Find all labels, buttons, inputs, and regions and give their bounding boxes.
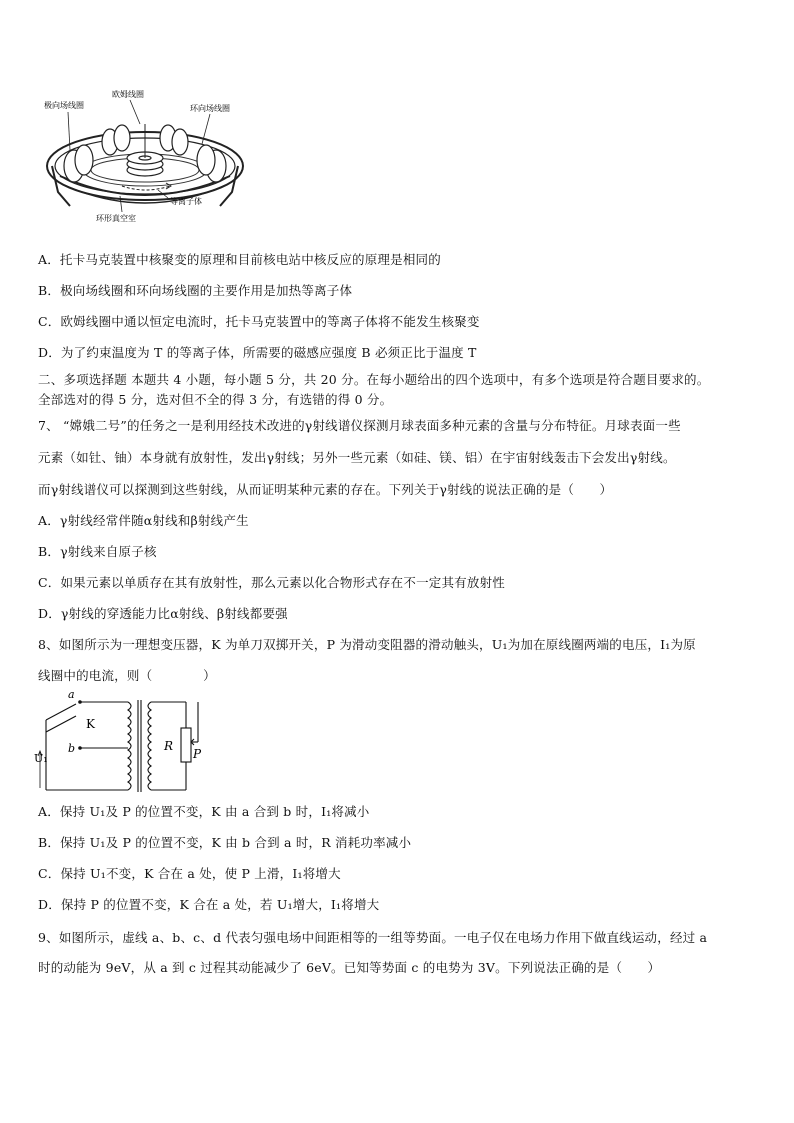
q7-option-c: C．如果元素以单质存在其有放射性，那么元素以化合物形式存在不一定其有放射性 [38,575,505,590]
section2-heading: 二、多项选择题 本题共 4 小题，每小题 5 分，共 20 分。在每小题给出的四个选项中，有多个选项是符合题目要求的。 [38,372,710,387]
terminal-a [78,700,82,704]
label-plasma: 等离子体 [170,197,202,206]
q8-option-c: C．保持 U₁不变，K 合在 a 处，使 P 上滑，I₁将增大 [38,866,341,881]
label-ohm-coil: 欧姆线圈 [112,90,144,99]
q6-option-a: A．托卡马克装置中核聚变的原理和目前核电站中核反应的原理是相同的 [38,252,441,267]
label-u1: U₁ [34,752,48,765]
q7-stem-line1: 7、 “嫦娥二号”的任务之一是利用经技术改进的γ射线谱仪探测月球表面多种元素的含量与分布特征。月球表面一些 [38,418,681,433]
q7-option-b: B．γ射线来自原子核 [38,544,157,559]
label-b: b [68,742,76,755]
q7-stem-line3: 而γ射线谱仪可以探测到这些射线，从而证明某种元素的存在。下列关于γ射线的说法正确的是（ ） [38,482,613,497]
terminal-b [78,746,82,750]
q6-option-b: B．极向场线圈和环向场线圈的主要作用是加热等离子体 [38,283,353,298]
transformer-circuit-figure [36,690,206,795]
q7-option-d: D．γ射线的穿透能力比α射线、β射线都要强 [38,606,288,621]
label-vacuum-chamber: 环形真空室 [96,214,136,223]
q8-option-a: A．保持 U₁及 P 的位置不变，K 由 a 合到 b 时，I₁将减小 [38,804,370,819]
q8-stem-line1: 8、如图所示为一理想变压器，K 为单刀双掷开关，P 为滑动变阻器的滑动触头，U₁为加在原线圈两端的电压，I₁为原 [38,637,696,652]
label-p: P [193,747,202,761]
section2-instructions: 全部选对的得 5 分，选对但不全的得 3 分，有选错的得 0 分。 [38,392,393,407]
tokamak-figure [40,84,250,224]
switch-k [46,716,76,732]
q7-stem-line2: 元素（如钍、铀）本身就有放射性，发出γ射线；另外一些元素（如硅、镁、铝）在宇宙射线轰击下会发出γ射线。 [38,450,676,465]
q9-stem-line2: 时的动能为 9eV，从 a 到 c 过程其动能减少了 6eV。已知等势面 c 的电势为 3V。下列说法正确的是（ ） [38,960,661,975]
q8-option-d: D．保持 P 的位置不变，K 合在 a 处，若 U₁增大，I₁将增大 [38,897,380,912]
label-k: K [86,717,95,731]
label-a: a [68,688,75,701]
q8-option-b: B．保持 U₁及 P 的位置不变，K 由 b 合到 a 时，R 消耗功率减小 [38,835,412,850]
q6-option-d: D．为了约束温度为 T 的等离子体，所需要的磁感应强度 B 必须正比于温度 T [38,345,477,360]
q8-stem-line2: 线圈中的电流，则（ ） [38,668,216,683]
q7-option-a: A．γ射线经常伴随α射线和β射线产生 [38,513,249,528]
label-poloidal-coil: 极向场线圈 [44,101,84,110]
label-toroidal-coil: 环向场线圈 [190,104,230,113]
q6-option-c: C．欧姆线圈中通以恒定电流时，托卡马克装置中的等离子体将不能发生核聚变 [38,314,480,329]
q9-stem-line1: 9、如图所示，虚线 a、b、c、d 代表匀强电场中间距相等的一组等势面。一电子仅在电场力作用下做直线运动，经过 a [38,930,708,945]
label-r: R [164,739,174,753]
